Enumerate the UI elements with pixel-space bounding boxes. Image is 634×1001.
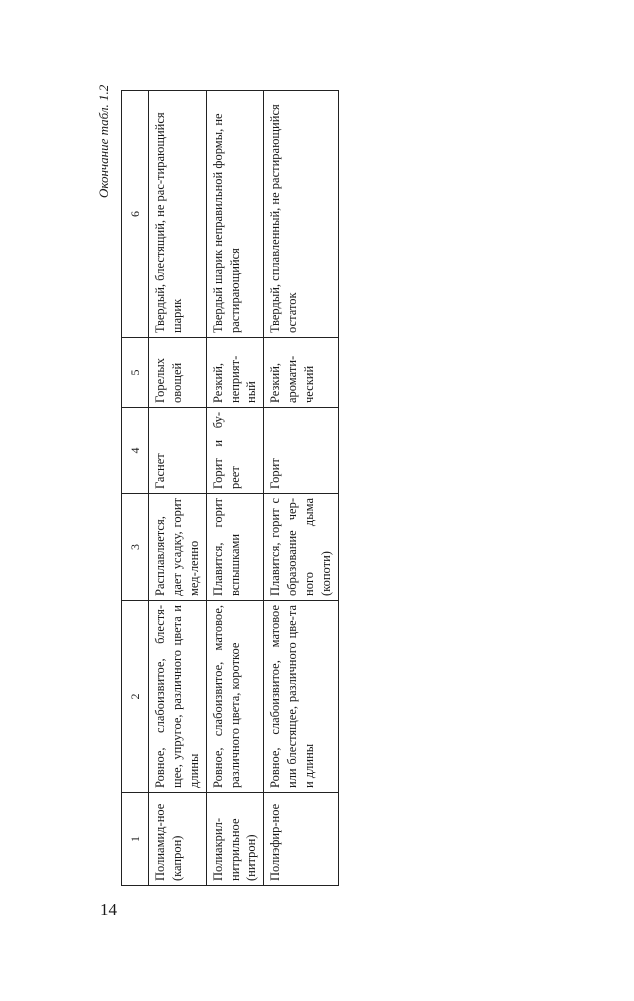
- column-header-4: 4: [122, 408, 149, 494]
- smell-cell: Горелых овощей: [149, 338, 207, 408]
- table-caption: [96, 84, 120, 198]
- residue-cell: Твердый, блестящий, не рас-тирающийся шарик: [149, 91, 207, 338]
- residue-cell: Твердый, сплавленный, не растирающийся остаток: [264, 91, 339, 338]
- column-header-1: 1: [122, 793, 149, 886]
- appearance-cell: Ровное, слабоизвитое, матовое или блестящее, различного цве-та и длины: [264, 601, 339, 793]
- page-number: 14: [100, 900, 117, 919]
- column-header-5: 5: [122, 338, 149, 408]
- residue-cell: Твердый шарик неправильной формы, не растирающийся: [206, 91, 264, 338]
- table-row: [264, 91, 339, 886]
- fiber-name-cell: Полиамид-ное (капрон): [149, 793, 207, 886]
- flame-behavior-cell: Плавится, горит вспышками: [206, 494, 264, 601]
- table-row: [149, 91, 207, 886]
- after-flame-cell: Гаснет: [149, 408, 207, 494]
- after-flame-cell: Горит: [264, 408, 339, 494]
- fiber-name-cell: Полиэфир-ное: [264, 793, 339, 886]
- appearance-cell: Ровное, слабоизвитое, блестя-щее, упругое, различного цвета и длины: [149, 601, 207, 793]
- flame-behavior-cell: Расплавляется, дает усадку, горит мед-ленно: [149, 494, 207, 601]
- table-caption-text: Окончание табл. 1.2: [96, 84, 111, 198]
- column-header-3: 3: [122, 494, 149, 601]
- flame-behavior-cell: Плавится, горит с образование чер-ного дыма (копоти): [264, 494, 339, 601]
- appearance-cell: Ровное, слабоизвитое, матовое, различного цвета, короткое: [206, 601, 264, 793]
- table: [121, 90, 339, 886]
- smell-cell: Резкий, неприят-ный: [206, 338, 264, 408]
- column-header-2: 2: [122, 601, 149, 793]
- fiber-burning-table: [121, 91, 333, 886]
- table-row: [206, 91, 264, 886]
- fiber-name-cell: Полиакрил-нитрильное (нитрон): [206, 793, 264, 886]
- smell-cell: Резкий, аромати-ческий: [264, 338, 339, 408]
- table-header-row: [122, 91, 149, 886]
- column-header-6: 6: [122, 91, 149, 338]
- after-flame-cell: Горит и бу-реет: [206, 408, 264, 494]
